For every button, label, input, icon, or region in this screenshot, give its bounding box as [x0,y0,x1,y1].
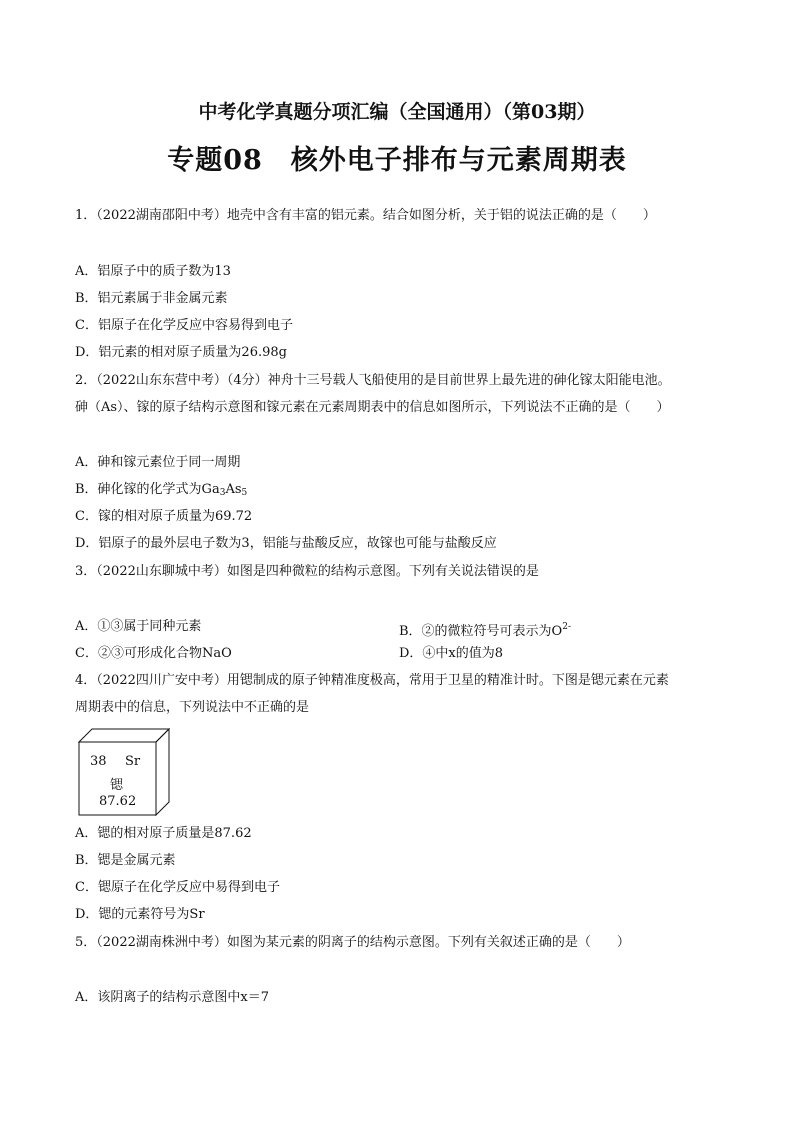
atomic-number: 38 [90,754,107,769]
question-2-stem-line2: 砷（As）、镓的原子结构示意图和镓元素在元素周期表中的信息如图所示，下列说法不正确的是（ ） [75,400,670,415]
question-2-option-c: C．镓的相对原子质量为69.72 [75,509,253,524]
superscript: 2- [562,622,571,632]
question-1-option-d: D．铝元素的相对原子质量为26.98g [75,345,287,360]
question-4-option-d: D．锶的元素符号为Sr [75,907,205,922]
option-b-text: B．②的微粒符号可表示为O [399,624,563,639]
periodic-table-cell-figure [78,728,170,816]
topic-title: 专题08 核外电子排布与元素周期表 [167,145,627,176]
question-4-option-b: B．锶是金属元素 [75,853,176,868]
question-1-stem: 1．（2022湖南邵阳中考）地壳中含有丰富的铝元素。结合如图分析，关于铝的说法正确的是（ ） [75,208,656,223]
question-5-option-a: A．该阴离子的结构示意图中x＝7 [75,990,269,1005]
element-symbol: Sr [125,754,141,769]
question-5-stem: 5．（2022湖南株洲中考）如图为某元素的阴离子的结构示意图。下列有关叙述正确的是（ ） [75,935,630,950]
option-b-text: B．砷化镓的化学式为Ga [75,482,220,497]
question-1-option-a: A．铝原子中的质子数为13 [75,264,231,279]
question-4-option-c: C．锶原子在化学反应中易得到电子 [75,880,280,895]
subscript: 5 [241,488,248,498]
question-4-stem-line1: 4．（2022四川广安中考）用锶制成的原子钟精准度极高，常用于卫星的精准计时。下图是锶元素在元素 [75,673,669,688]
question-1-option-c: C．铝原子在化学反应中容易得到电子 [75,318,293,333]
question-1-option-b: B．铝元素属于非金属元素 [75,291,228,306]
option-b-text-mid: As [225,482,242,497]
subscript: 3 [219,488,226,498]
question-4-stem-line2: 周期表中的信息，下列说法中不正确的是 [75,700,310,715]
question-2-option-b [75,481,247,502]
question-3-stem: 3．（2022山东聊城中考）如图是四种微粒的结构示意图。下列有关说法错误的是 [75,564,539,579]
question-4-option-a: A．锶的相对原子质量是87.62 [75,826,252,841]
question-2-stem-line1: 2．（2022山东东营中考）（4分）神舟十三号载人飞船使用的是目前世界上最先进的砷化镓太阳能电池。 [75,373,671,388]
atomic-mass: 87.62 [99,794,137,809]
element-name: 锶 [110,778,124,793]
question-3-option-c: C．②③可形成化合物NaO [75,646,232,661]
question-3-option-b [399,618,571,641]
question-3-option-a: A．①③属于同种元素 [75,619,202,634]
question-3-option-d: D．④中x的值为8 [399,646,504,661]
question-2-option-d: D．铝原子的最外层电子数为3，铝能与盐酸反应，故镓也可能与盐酸反应 [75,536,497,551]
question-2-option-a: A．砷和镓元素位于同一周期 [75,455,241,470]
series-title: 中考化学真题分项汇编（全国通用）（第03期） [198,101,596,123]
